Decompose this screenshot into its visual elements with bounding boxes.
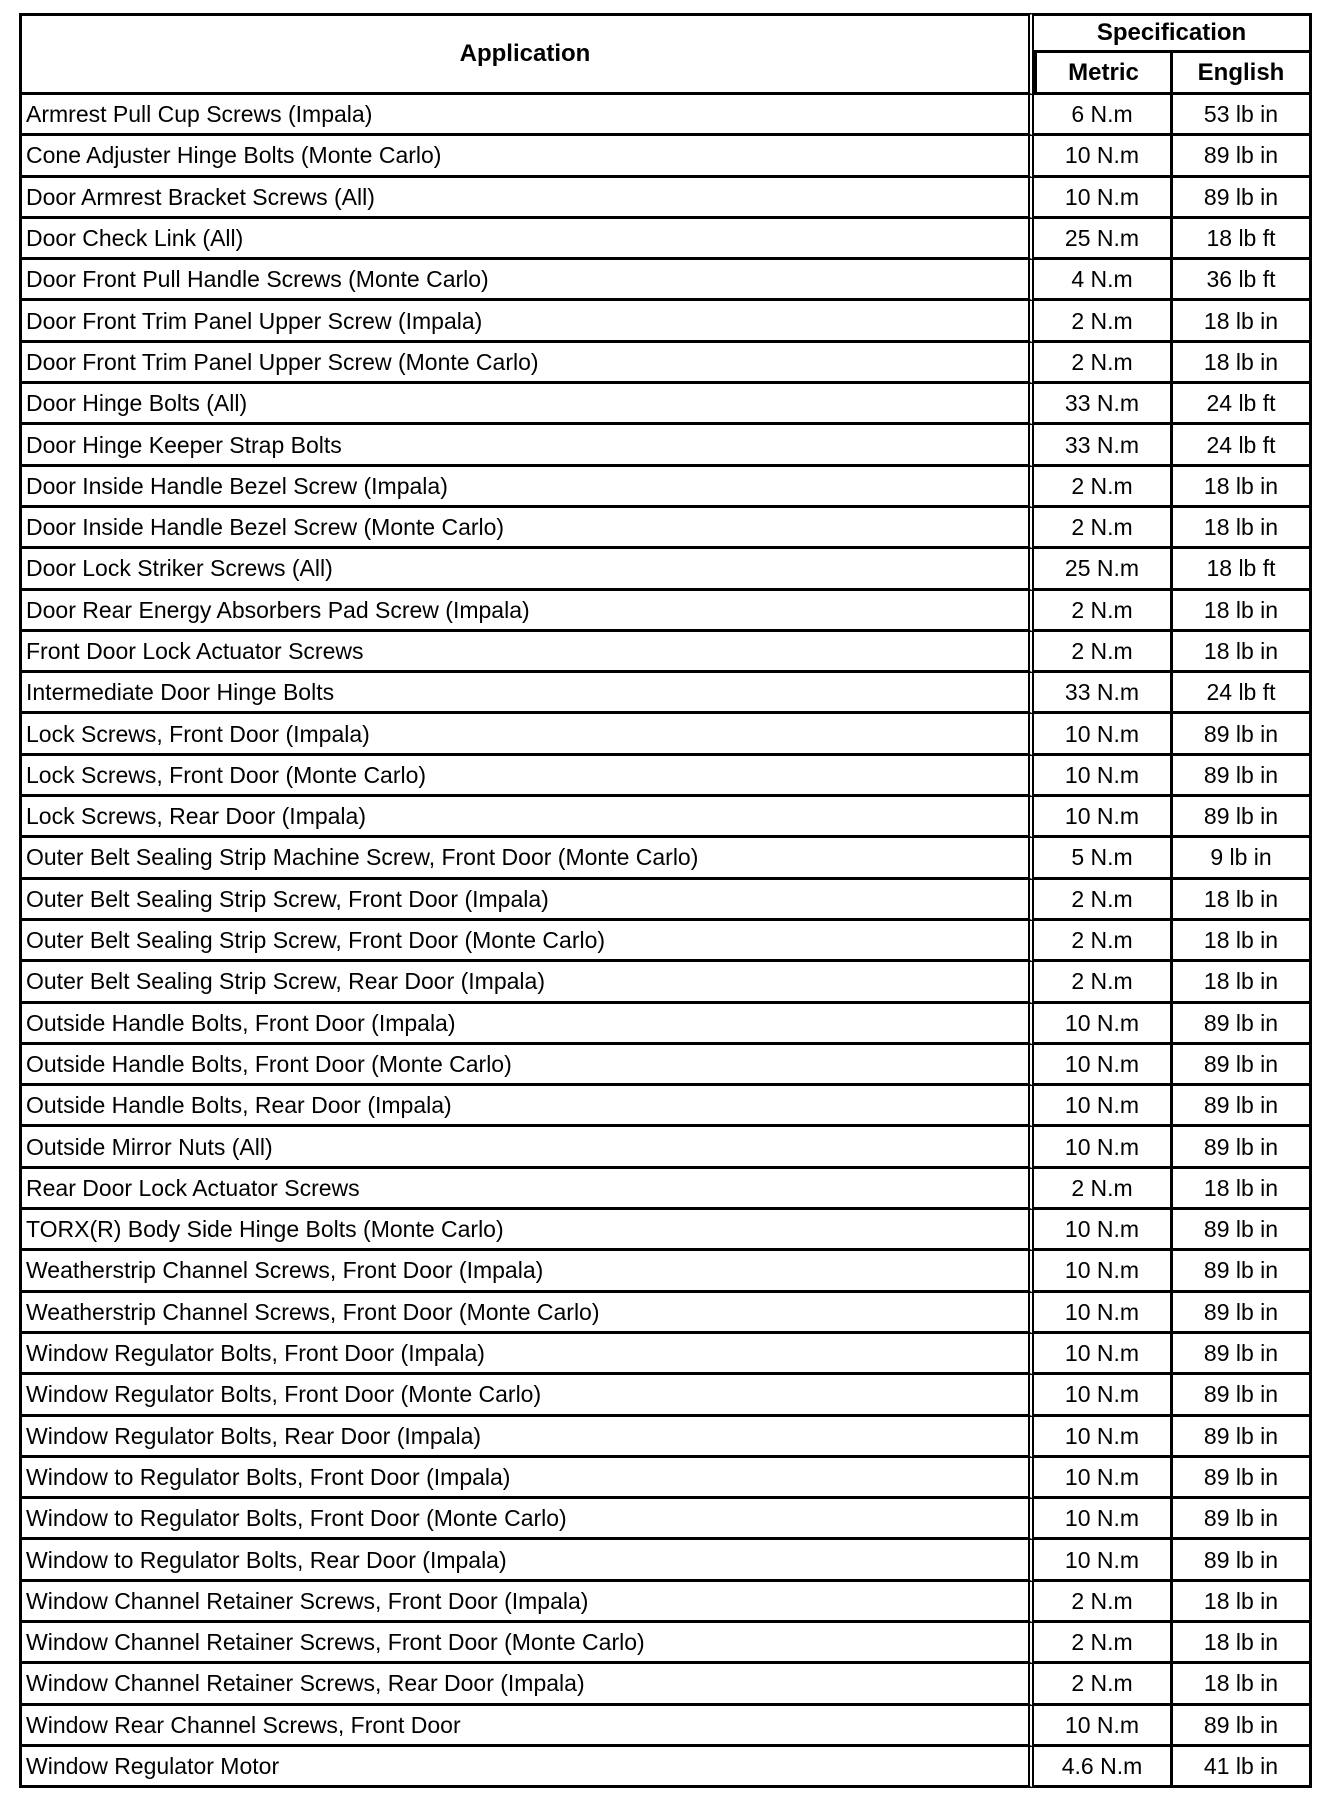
application-cell: Window to Regulator Bolts, Front Door (Impala) (19, 1458, 1034, 1499)
table-row (19, 1086, 1312, 1127)
english-cell: 89 lb in (1173, 1004, 1312, 1045)
english-cell: 89 lb in (1173, 1706, 1312, 1747)
table-row (19, 1540, 1312, 1581)
table-row (19, 714, 1312, 755)
table-row (19, 1664, 1312, 1705)
english-cell: 89 lb in (1173, 797, 1312, 838)
metric-cell: 10 N.m (1034, 1499, 1173, 1540)
application-cell: Outer Belt Sealing Strip Machine Screw, Front Door (Monte Carlo) (19, 838, 1034, 879)
english-cell: 89 lb in (1173, 1458, 1312, 1499)
metric-cell: 33 N.m (1034, 673, 1173, 714)
metric-cell: 10 N.m (1034, 714, 1173, 755)
table-row (19, 508, 1312, 549)
english-cell: 18 lb in (1173, 591, 1312, 632)
application-cell: Outer Belt Sealing Strip Screw, Rear Door (Impala) (19, 962, 1034, 1003)
table-row (19, 219, 1312, 260)
english-cell: 89 lb in (1173, 136, 1312, 177)
application-cell: Outside Handle Bolts, Rear Door (Impala) (19, 1086, 1034, 1127)
english-cell: 18 lb ft (1173, 549, 1312, 590)
application-cell: Front Door Lock Actuator Screws (19, 632, 1034, 673)
english-cell: 18 lb in (1173, 301, 1312, 342)
english-cell: 18 lb in (1173, 343, 1312, 384)
metric-cell: 6 N.m (1034, 95, 1173, 136)
metric-header: Metric (1034, 53, 1173, 95)
english-cell: 36 lb ft (1173, 260, 1312, 301)
metric-cell: 2 N.m (1034, 962, 1173, 1003)
english-cell: 18 lb in (1173, 467, 1312, 508)
metric-cell: 10 N.m (1034, 1004, 1173, 1045)
application-cell: Outside Handle Bolts, Front Door (Impala) (19, 1004, 1034, 1045)
application-cell: Weatherstrip Channel Screws, Front Door (Monte Carlo) (19, 1293, 1034, 1334)
english-cell: 41 lb in (1173, 1747, 1312, 1788)
metric-cell: 10 N.m (1034, 1458, 1173, 1499)
english-cell: 89 lb in (1173, 714, 1312, 755)
table-row (19, 1375, 1312, 1416)
table-row (19, 838, 1312, 879)
application-cell: Door Check Link (All) (19, 219, 1034, 260)
english-header: English (1173, 53, 1312, 95)
application-cell: Door Inside Handle Bezel Screw (Monte Carlo) (19, 508, 1034, 549)
torque-spec-table (19, 13, 1312, 1788)
metric-cell: 2 N.m (1034, 508, 1173, 549)
metric-cell: 25 N.m (1034, 549, 1173, 590)
metric-cell: 2 N.m (1034, 880, 1173, 921)
english-cell: 89 lb in (1173, 1540, 1312, 1581)
metric-cell: 2 N.m (1034, 343, 1173, 384)
english-cell: 89 lb in (1173, 1127, 1312, 1168)
table-row (19, 673, 1312, 714)
application-cell: Lock Screws, Rear Door (Impala) (19, 797, 1034, 838)
table-row (19, 1706, 1312, 1747)
english-cell: 18 lb in (1173, 1623, 1312, 1664)
english-cell: 18 lb in (1173, 1169, 1312, 1210)
table-row (19, 1334, 1312, 1375)
application-cell: Door Front Pull Handle Screws (Monte Carlo) (19, 260, 1034, 301)
table-row (19, 797, 1312, 838)
application-cell: Door Front Trim Panel Upper Screw (Monte Carlo) (19, 343, 1034, 384)
table-row (19, 467, 1312, 508)
application-cell: Outside Handle Bolts, Front Door (Monte Carlo) (19, 1045, 1034, 1086)
application-cell: Window Regulator Motor (19, 1747, 1034, 1788)
english-cell: 18 lb in (1173, 632, 1312, 673)
english-cell: 9 lb in (1173, 838, 1312, 879)
specification-header: Specification (1034, 13, 1312, 53)
metric-cell: 10 N.m (1034, 797, 1173, 838)
application-cell: Rear Door Lock Actuator Screws (19, 1169, 1034, 1210)
english-cell: 18 lb in (1173, 508, 1312, 549)
english-cell: 89 lb in (1173, 1417, 1312, 1458)
application-cell: Window to Regulator Bolts, Rear Door (Impala) (19, 1540, 1034, 1581)
application-cell: Outside Mirror Nuts (All) (19, 1127, 1034, 1168)
metric-cell: 10 N.m (1034, 1375, 1173, 1416)
metric-cell: 2 N.m (1034, 1169, 1173, 1210)
metric-cell: 10 N.m (1034, 1086, 1173, 1127)
metric-cell: 10 N.m (1034, 1045, 1173, 1086)
english-cell: 89 lb in (1173, 1499, 1312, 1540)
application-cell: Door Hinge Bolts (All) (19, 384, 1034, 425)
application-cell: Door Front Trim Panel Upper Screw (Impala) (19, 301, 1034, 342)
metric-cell: 10 N.m (1034, 1293, 1173, 1334)
table-row (19, 591, 1312, 632)
application-cell: TORX(R) Body Side Hinge Bolts (Monte Carlo) (19, 1210, 1034, 1251)
table-row (19, 1251, 1312, 1292)
application-cell: Door Armrest Bracket Screws (All) (19, 178, 1034, 219)
english-cell: 89 lb in (1173, 1045, 1312, 1086)
application-cell: Cone Adjuster Hinge Bolts (Monte Carlo) (19, 136, 1034, 177)
table-row (19, 1747, 1312, 1788)
metric-cell: 25 N.m (1034, 219, 1173, 260)
metric-cell: 4.6 N.m (1034, 1747, 1173, 1788)
table-row (19, 343, 1312, 384)
english-cell: 18 lb in (1173, 921, 1312, 962)
metric-cell: 10 N.m (1034, 178, 1173, 219)
english-cell: 89 lb in (1173, 178, 1312, 219)
application-cell: Outer Belt Sealing Strip Screw, Front Door (Monte Carlo) (19, 921, 1034, 962)
table-row (19, 1417, 1312, 1458)
english-cell: 18 lb ft (1173, 219, 1312, 260)
table-row (19, 962, 1312, 1003)
application-cell: Window Rear Channel Screws, Front Door (19, 1706, 1034, 1747)
application-cell: Window Channel Retainer Screws, Rear Door (Impala) (19, 1664, 1034, 1705)
english-cell: 53 lb in (1173, 95, 1312, 136)
table-row (19, 1127, 1312, 1168)
metric-cell: 10 N.m (1034, 1417, 1173, 1458)
table-row (19, 301, 1312, 342)
application-cell: Door Rear Energy Absorbers Pad Screw (Impala) (19, 591, 1034, 632)
application-cell: Outer Belt Sealing Strip Screw, Front Door (Impala) (19, 880, 1034, 921)
english-cell: 24 lb ft (1173, 384, 1312, 425)
table-row (19, 1004, 1312, 1045)
english-cell: 18 lb in (1173, 962, 1312, 1003)
metric-cell: 2 N.m (1034, 1664, 1173, 1705)
english-cell: 24 lb ft (1173, 673, 1312, 714)
application-cell: Window Regulator Bolts, Rear Door (Impala) (19, 1417, 1034, 1458)
english-cell: 89 lb in (1173, 1210, 1312, 1251)
application-cell: Door Lock Striker Screws (All) (19, 549, 1034, 590)
application-cell: Intermediate Door Hinge Bolts (19, 673, 1034, 714)
table-row (19, 1210, 1312, 1251)
table-row (19, 95, 1312, 136)
application-cell: Armrest Pull Cup Screws (Impala) (19, 95, 1034, 136)
application-cell: Window Channel Retainer Screws, Front Door (Impala) (19, 1582, 1034, 1623)
application-header: Application (19, 13, 1034, 95)
table-row (19, 921, 1312, 962)
table-row (19, 549, 1312, 590)
metric-cell: 10 N.m (1034, 1540, 1173, 1581)
table-row (19, 756, 1312, 797)
metric-cell: 33 N.m (1034, 384, 1173, 425)
metric-cell: 4 N.m (1034, 260, 1173, 301)
table-row (19, 1623, 1312, 1664)
table-row (19, 136, 1312, 177)
metric-cell: 5 N.m (1034, 838, 1173, 879)
application-cell: Window Regulator Bolts, Front Door (Impala) (19, 1334, 1034, 1375)
metric-cell: 10 N.m (1034, 1210, 1173, 1251)
metric-cell: 10 N.m (1034, 1334, 1173, 1375)
table-row (19, 425, 1312, 466)
table-row (19, 632, 1312, 673)
application-cell: Lock Screws, Front Door (Impala) (19, 714, 1034, 755)
application-cell: Door Inside Handle Bezel Screw (Impala) (19, 467, 1034, 508)
application-cell: Lock Screws, Front Door (Monte Carlo) (19, 756, 1034, 797)
metric-cell: 10 N.m (1034, 756, 1173, 797)
metric-cell: 2 N.m (1034, 467, 1173, 508)
application-cell: Weatherstrip Channel Screws, Front Door (Impala) (19, 1251, 1034, 1292)
english-cell: 18 lb in (1173, 1664, 1312, 1705)
table-row (19, 1169, 1312, 1210)
metric-cell: 10 N.m (1034, 1706, 1173, 1747)
table-row (19, 260, 1312, 301)
table-row (19, 1045, 1312, 1086)
metric-cell: 2 N.m (1034, 301, 1173, 342)
english-cell: 89 lb in (1173, 1251, 1312, 1292)
metric-cell: 2 N.m (1034, 921, 1173, 962)
application-cell: Window to Regulator Bolts, Front Door (Monte Carlo) (19, 1499, 1034, 1540)
application-cell: Door Hinge Keeper Strap Bolts (19, 425, 1034, 466)
table-row (19, 1293, 1312, 1334)
english-cell: 89 lb in (1173, 1334, 1312, 1375)
metric-cell: 2 N.m (1034, 1582, 1173, 1623)
metric-cell: 2 N.m (1034, 1623, 1173, 1664)
metric-cell: 2 N.m (1034, 591, 1173, 632)
metric-cell: 10 N.m (1034, 136, 1173, 177)
table-row (19, 1582, 1312, 1623)
table-row (19, 1458, 1312, 1499)
metric-cell: 10 N.m (1034, 1251, 1173, 1292)
table-row (19, 178, 1312, 219)
metric-cell: 33 N.m (1034, 425, 1173, 466)
table-header (19, 13, 1312, 95)
english-cell: 24 lb ft (1173, 425, 1312, 466)
english-cell: 89 lb in (1173, 756, 1312, 797)
english-cell: 89 lb in (1173, 1375, 1312, 1416)
table-row (19, 384, 1312, 425)
metric-cell: 10 N.m (1034, 1127, 1173, 1168)
english-cell: 89 lb in (1173, 1293, 1312, 1334)
application-cell: Window Regulator Bolts, Front Door (Monte Carlo) (19, 1375, 1034, 1416)
table-row (19, 1499, 1312, 1540)
english-cell: 18 lb in (1173, 880, 1312, 921)
application-cell: Window Channel Retainer Screws, Front Door (Monte Carlo) (19, 1623, 1034, 1664)
table-row (19, 880, 1312, 921)
metric-cell: 2 N.m (1034, 632, 1173, 673)
english-cell: 18 lb in (1173, 1582, 1312, 1623)
english-cell: 89 lb in (1173, 1086, 1312, 1127)
table-body (19, 95, 1312, 1788)
